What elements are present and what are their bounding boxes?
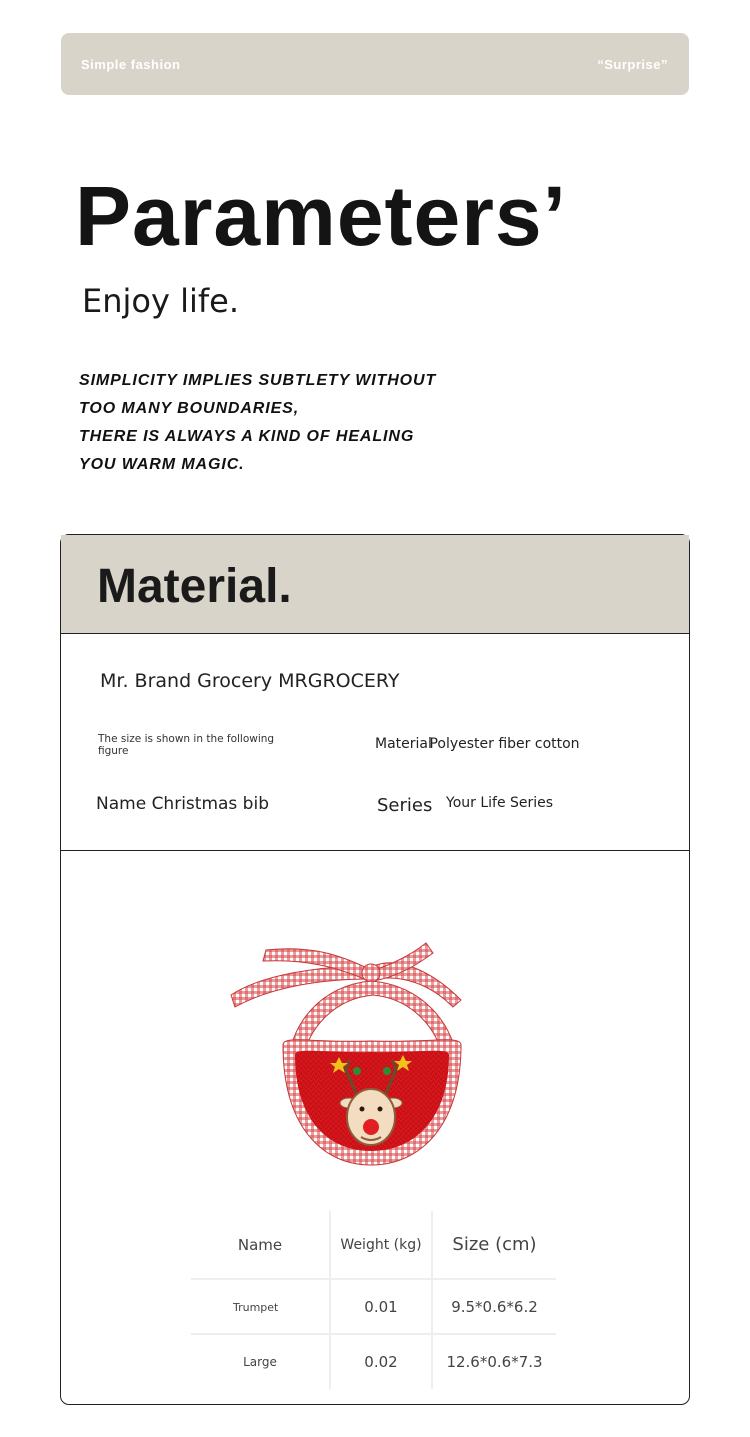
tagline-line: YOU WARM MAGIC. [79,456,245,473]
name-label: Name [96,794,147,814]
brand-text: Mr. Brand Grocery MRGROCERY [100,670,400,692]
row-weight: 0.02 [330,1334,432,1389]
row-size: 9.5*0.6*6.2 [432,1279,556,1334]
bib-product-image [221,895,491,1145]
page-subtitle: Enjoy life. [82,282,239,320]
table-row [191,1279,556,1334]
row-name [191,1279,330,1334]
banner-left-text: Simple fashion [81,57,181,72]
banner-right-text: “Surprise” [597,57,668,72]
material-row [375,736,580,752]
header-weight: Weight (kg) [330,1211,432,1279]
row-name: Large [243,1355,277,1369]
tagline-line: SIMPLICITY IMPLIES SUBTLETY WITHOUT [79,372,437,389]
page-title: Parameters’ [75,169,567,263]
table-row [191,1334,556,1389]
row-weight: 0.01 [330,1279,432,1334]
row-size: 12.6*0.6*7.3 [432,1334,556,1389]
product-info [61,634,689,851]
tagline-line: THERE IS ALWAYS A KIND OF HEALING [79,428,415,445]
row-name-text: Trumpet [233,1300,279,1314]
tagline [79,370,436,482]
material-value: Polyester fiber cotton [429,736,580,752]
series-label: Series [377,795,433,816]
material-card [60,534,690,1405]
header-size: Size (cm) [432,1211,556,1279]
table-header-row [191,1211,556,1279]
size-note: The size is shown in the following figure [98,733,275,757]
material-label: Material [375,736,432,752]
top-banner [61,33,689,95]
header-name: Name [237,1235,283,1254]
material-header [61,535,689,634]
material-heading: Material. [97,560,292,613]
series-value: Your Life Series [446,795,554,811]
name-value: Christmas bib [151,794,269,814]
spec-table [191,1211,556,1389]
tagline-line: TOO MANY BOUNDARIES, [79,400,300,417]
name-row [96,794,269,814]
